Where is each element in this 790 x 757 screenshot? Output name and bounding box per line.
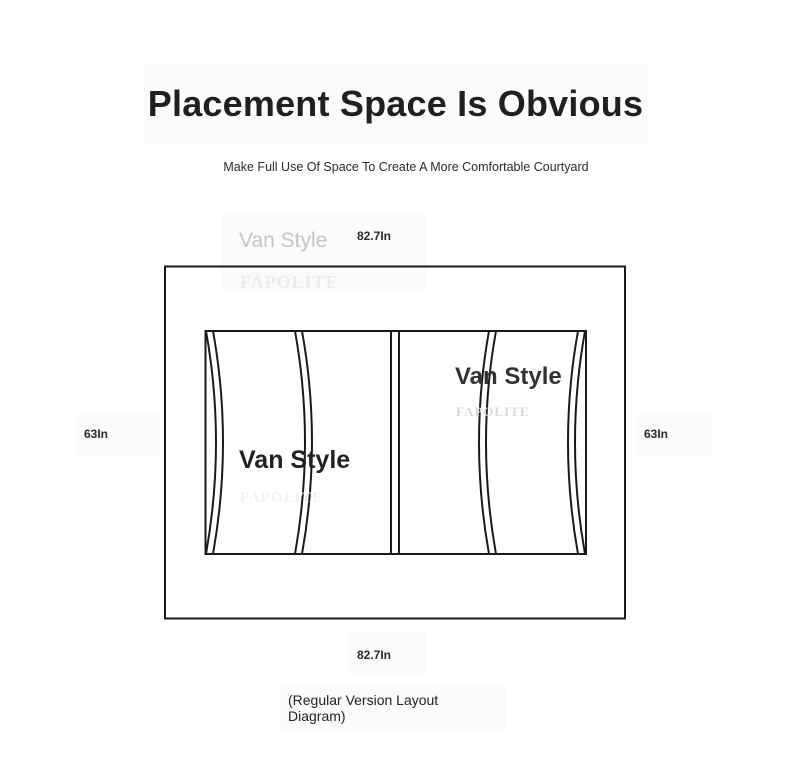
page-title: Placement Space Is Obvious (147, 83, 644, 124)
bottom-width-dimension: 82.7In (356, 648, 392, 662)
left-unit-style-label: Van Style (239, 446, 351, 474)
top-watermark-logo: FAPOLITE (240, 272, 339, 292)
right-unit-style-label: Van Style (455, 363, 562, 390)
left-depth-dimension: 63In (83, 427, 108, 441)
right-unit-watermark-logo: FAPOLITE (456, 404, 530, 419)
top-style-label: Van Style (239, 229, 328, 252)
page-subtitle: Make Full Use Of Space To Create A More Comfortable Courtyard (223, 160, 589, 174)
left-unit-watermark-logo: FAPOLITE (240, 490, 324, 506)
right-depth-dimension: 63In (643, 427, 668, 441)
diagram-caption: (Regular Version Layout Diagram) (288, 692, 439, 724)
top-width-dimension: 82.7In (356, 229, 392, 243)
